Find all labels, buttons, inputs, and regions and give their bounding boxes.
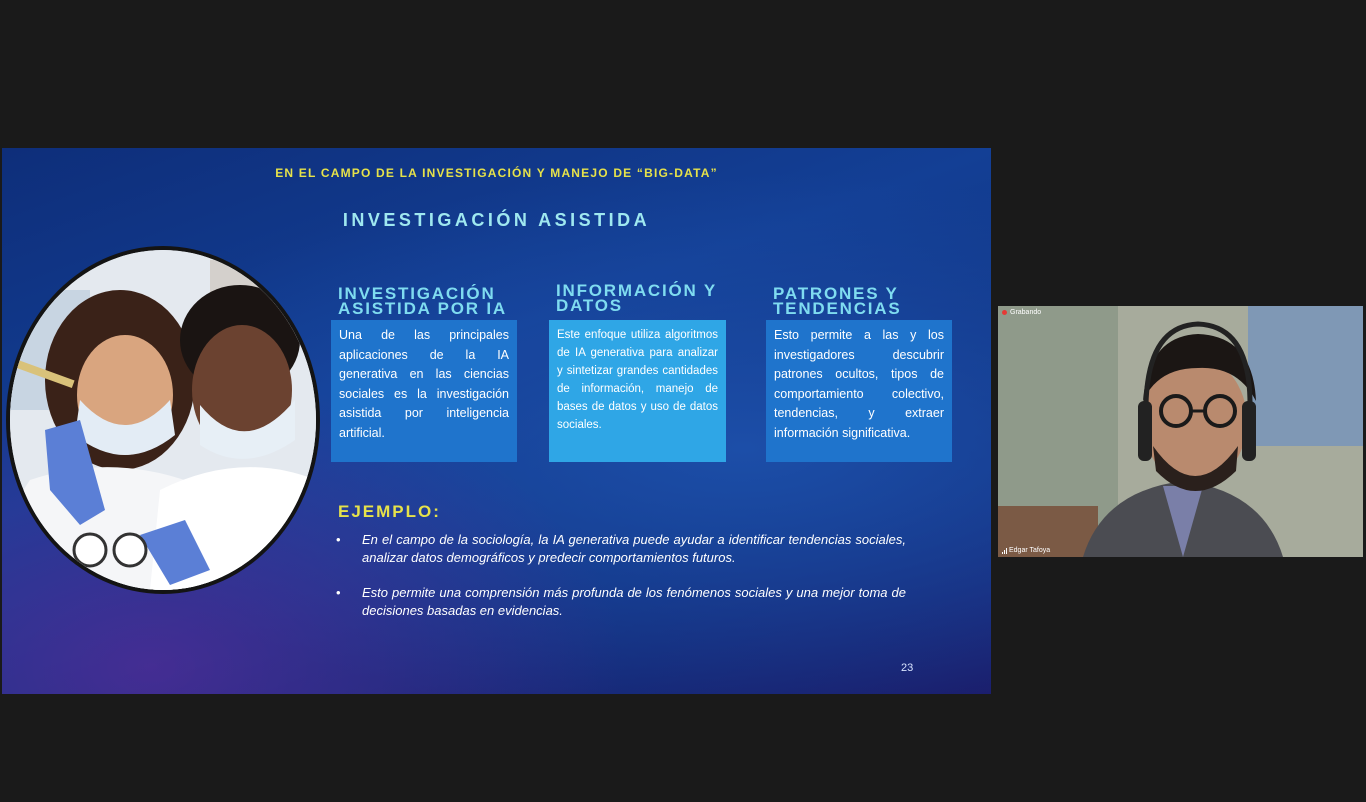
researchers-photo	[6, 246, 320, 594]
column-heading-informacion: INFORMACIÓN Y DATOS	[556, 281, 717, 315]
example-bullet: • Esto permite una comprensión más profunda de los fenómenos sociales y una mejor toma de decisiones basadas en evidencias.	[336, 584, 906, 620]
researchers-illustration	[10, 250, 316, 590]
slide-page-number: 23	[901, 662, 914, 674]
example-bullet: • En el campo de la sociología, la IA generativa puede ayudar a identificar tendencias sociales, analizar datos demográficos y predecir comportamientos futuros.	[336, 531, 906, 567]
participant-video-frame	[998, 306, 1363, 557]
column-box-patrones: Esto permite a las y los investigadores descubrir patrones ocultos, tipos de comportamiento colectivo, tendencias, y extraer información significativa.	[766, 320, 952, 462]
slide-main-title: INVESTIGACIÓN ASISTIDA	[342, 210, 651, 230]
participant-video-tile[interactable]	[998, 306, 1363, 557]
column-box-investigacion: Una de las principales aplicaciones de la IA generativa en las ciencias sociales es la investigación asistida por inteligencia artificial.	[331, 320, 517, 462]
column-box-informacion: Este enfoque utiliza algoritmos de IA generativa para analizar y sintetizar grandes cantidades de información, manejo de bases de datos y uso de datos sociales.	[549, 320, 726, 462]
recording-label: Grabando	[1010, 309, 1042, 316]
signal-bars-icon	[1002, 548, 1007, 554]
record-dot-icon	[1002, 310, 1007, 315]
example-heading: EJEMPLO:	[338, 502, 441, 521]
example-bullet-list	[336, 531, 906, 620]
column-heading-patrones: PATRONES Y TENDENCIAS	[773, 284, 902, 318]
participant-name: Edgar Tafoya	[1009, 547, 1051, 554]
slide-top-title: EN EL CAMPO DE LA INVESTIGACIÓN Y MANEJO DE “BIG-DATA”	[275, 166, 718, 180]
column-heading-investigacion: INVESTIGACIÓN ASISTIDA POR IA	[338, 284, 507, 318]
recording-indicator	[1002, 309, 1041, 316]
presentation-slide	[2, 148, 991, 694]
participant-name-tag	[1002, 547, 1050, 554]
